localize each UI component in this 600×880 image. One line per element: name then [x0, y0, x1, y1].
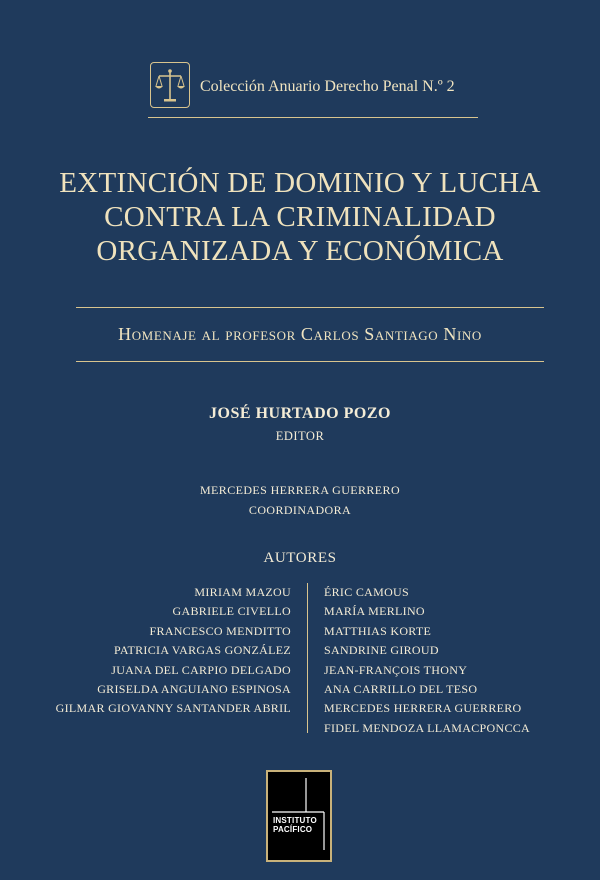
publisher-name-line-2: PACÍFICO — [273, 825, 313, 834]
author-name: MIRIAM MAZOU — [194, 585, 291, 599]
authors-heading: AUTORES — [263, 550, 337, 566]
editor-role: EDITOR — [275, 429, 325, 443]
author-name: PATRICIA VARGAS GONZÁLEZ — [113, 643, 291, 658]
publisher-logo — [266, 770, 332, 862]
author-name: JEAN-FRANÇOIS THONY — [324, 662, 468, 677]
series-label: Colección Anuario Derecho Penal N.º 2 — [200, 78, 455, 95]
author-name: GRISELDA ANGUIANO ESPINOSA — [97, 682, 291, 697]
author-name: ANA CARRILLO DEL TESO — [324, 682, 478, 697]
author-name: MARÍA MERLINO — [324, 604, 425, 619]
author-name: FIDEL MENDOZA LLAMACPONCCA — [324, 720, 531, 735]
book-title-line-2: CONTRA LA CRIMINALIDAD — [104, 201, 496, 233]
scales-of-justice-icon — [150, 62, 190, 108]
title-rule-bottom — [76, 361, 544, 362]
series-rule — [148, 117, 478, 118]
publisher-name-line-1: INSTITUTO — [273, 816, 317, 825]
book-title-line-3: ORGANIZADA Y ECONÓMICA — [96, 235, 504, 267]
publisher-name — [273, 816, 317, 834]
coordinator-role: COORDINADORA — [248, 503, 352, 517]
coordinator-name: MERCEDES HERRERA GUERRERO — [199, 483, 401, 497]
homenaje-subtitle: Homenaje al profesor Carlos Santiago Nino — [118, 324, 482, 344]
author-name: MERCEDES HERRERA GUERRERO — [324, 701, 522, 716]
book-title-line-1: EXTINCIÓN DE DOMINIO Y LUCHA — [59, 167, 541, 199]
author-name: SANDRINE GIROUD — [324, 643, 439, 658]
author-name: ÉRIC CAMOUS — [324, 585, 409, 599]
authors-left-column — [56, 583, 291, 719]
author-name: FRANCESCO MENDITTO — [149, 623, 291, 638]
title-rule-top — [76, 307, 544, 308]
author-name: MATTHIAS KORTE — [324, 623, 432, 638]
author-name: GABRIELE CIVELLO — [172, 604, 291, 619]
author-name: GILMAR GIOVANNY SANTANDER ABRIL — [55, 701, 291, 716]
authors-right-column — [324, 583, 530, 738]
editor-name: JOSÉ HURTADO POZO — [209, 405, 391, 422]
author-name: JUANA DEL CARPIO DELGADO — [111, 662, 291, 677]
authors-divider — [307, 583, 308, 733]
